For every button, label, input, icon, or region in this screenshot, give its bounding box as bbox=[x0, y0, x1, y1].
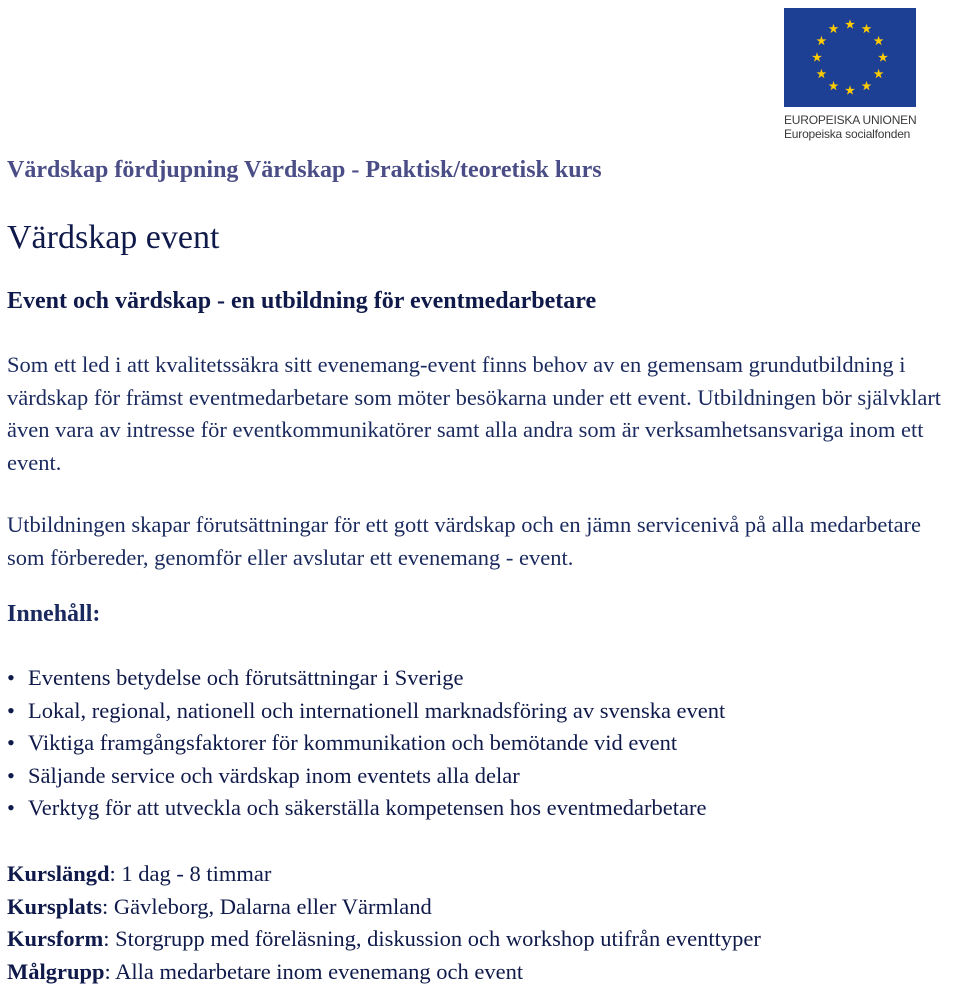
detail-value: : Storgrupp med föreläsning, diskussion och workshop utifrån eventtyper bbox=[103, 926, 761, 951]
detail-label: Kursform bbox=[7, 926, 104, 951]
list-item-text: Lokal, regional, nationell och internationell marknadsföring av svenska event bbox=[28, 697, 726, 723]
intro-paragraph: Som ett led i att kvalitetssäkra sitt evenemang-event finns behov av en gemensam grundutbildning i värdskap för främst eventmedarbetare som möter besökarna under ett event. Utbildningen bör självklart även vara av intresse för eventkommunikatörer samt alla andra som är verksamhetsansvariga inom ett event. bbox=[7, 352, 942, 475]
eu-logo bbox=[784, 8, 918, 141]
bullet-icon: • bbox=[7, 730, 15, 755]
detail-label: Målgrupp bbox=[7, 958, 105, 984]
bullet-icon: • bbox=[7, 795, 15, 820]
list-item-text: Viktiga framgångsfaktorer för kommunikation och bemötande vid event bbox=[28, 730, 678, 755]
list-item bbox=[7, 695, 725, 728]
detail-label: Kurslängd bbox=[7, 861, 110, 886]
eu-org-name: EUROPEISKA UNIONEN bbox=[784, 113, 917, 127]
detail-format bbox=[7, 923, 761, 956]
content-heading: Innehåll: bbox=[7, 601, 101, 627]
list-item bbox=[7, 662, 725, 695]
detail-duration bbox=[7, 858, 761, 891]
list-item bbox=[7, 760, 725, 793]
detail-label: Kursplats bbox=[7, 893, 103, 919]
course-header: Värdskap fördjupning Värdskap - Praktisk/teoretisk kurs bbox=[7, 157, 602, 183]
eu-fund-name: Europeiska socialfonden bbox=[784, 127, 911, 141]
detail-audience bbox=[7, 956, 761, 989]
detail-value: : Gävleborg, Dalarna eller Värmland bbox=[102, 893, 432, 919]
bullet-icon: • bbox=[7, 762, 15, 788]
list-item bbox=[7, 792, 725, 825]
detail-location bbox=[7, 891, 761, 924]
list-item-text: Eventens betydelse och förutsättningar i Sverige bbox=[28, 665, 464, 690]
bullet-icon: • bbox=[7, 697, 15, 723]
content-list bbox=[7, 662, 725, 825]
list-item-text: Säljande service och värdskap inom eventets alla delar bbox=[28, 762, 520, 788]
page-title: Värdskap event bbox=[7, 219, 220, 256]
detail-value: : 1 dag - 8 timmar bbox=[109, 861, 272, 886]
list-item-text: Verktyg för att utveckla och säkerställa kompetensen hos eventmedarbetare bbox=[28, 795, 707, 820]
eu-flag-icon bbox=[784, 8, 916, 107]
page-subtitle: Event och värdskap - en utbildning för eventmedarbetare bbox=[7, 288, 597, 314]
purpose-paragraph: Utbildningen skapar förutsättningar för ett gott värdskap och en jämn servicenivå på alla medarbetare som förbereder, genomför eller avslutar ett evenemang - event. bbox=[7, 512, 922, 570]
list-item bbox=[7, 727, 725, 760]
course-details bbox=[7, 858, 761, 988]
detail-value: : Alla medarbetare inom evenemang och event bbox=[104, 958, 524, 984]
bullet-icon: • bbox=[7, 665, 15, 690]
